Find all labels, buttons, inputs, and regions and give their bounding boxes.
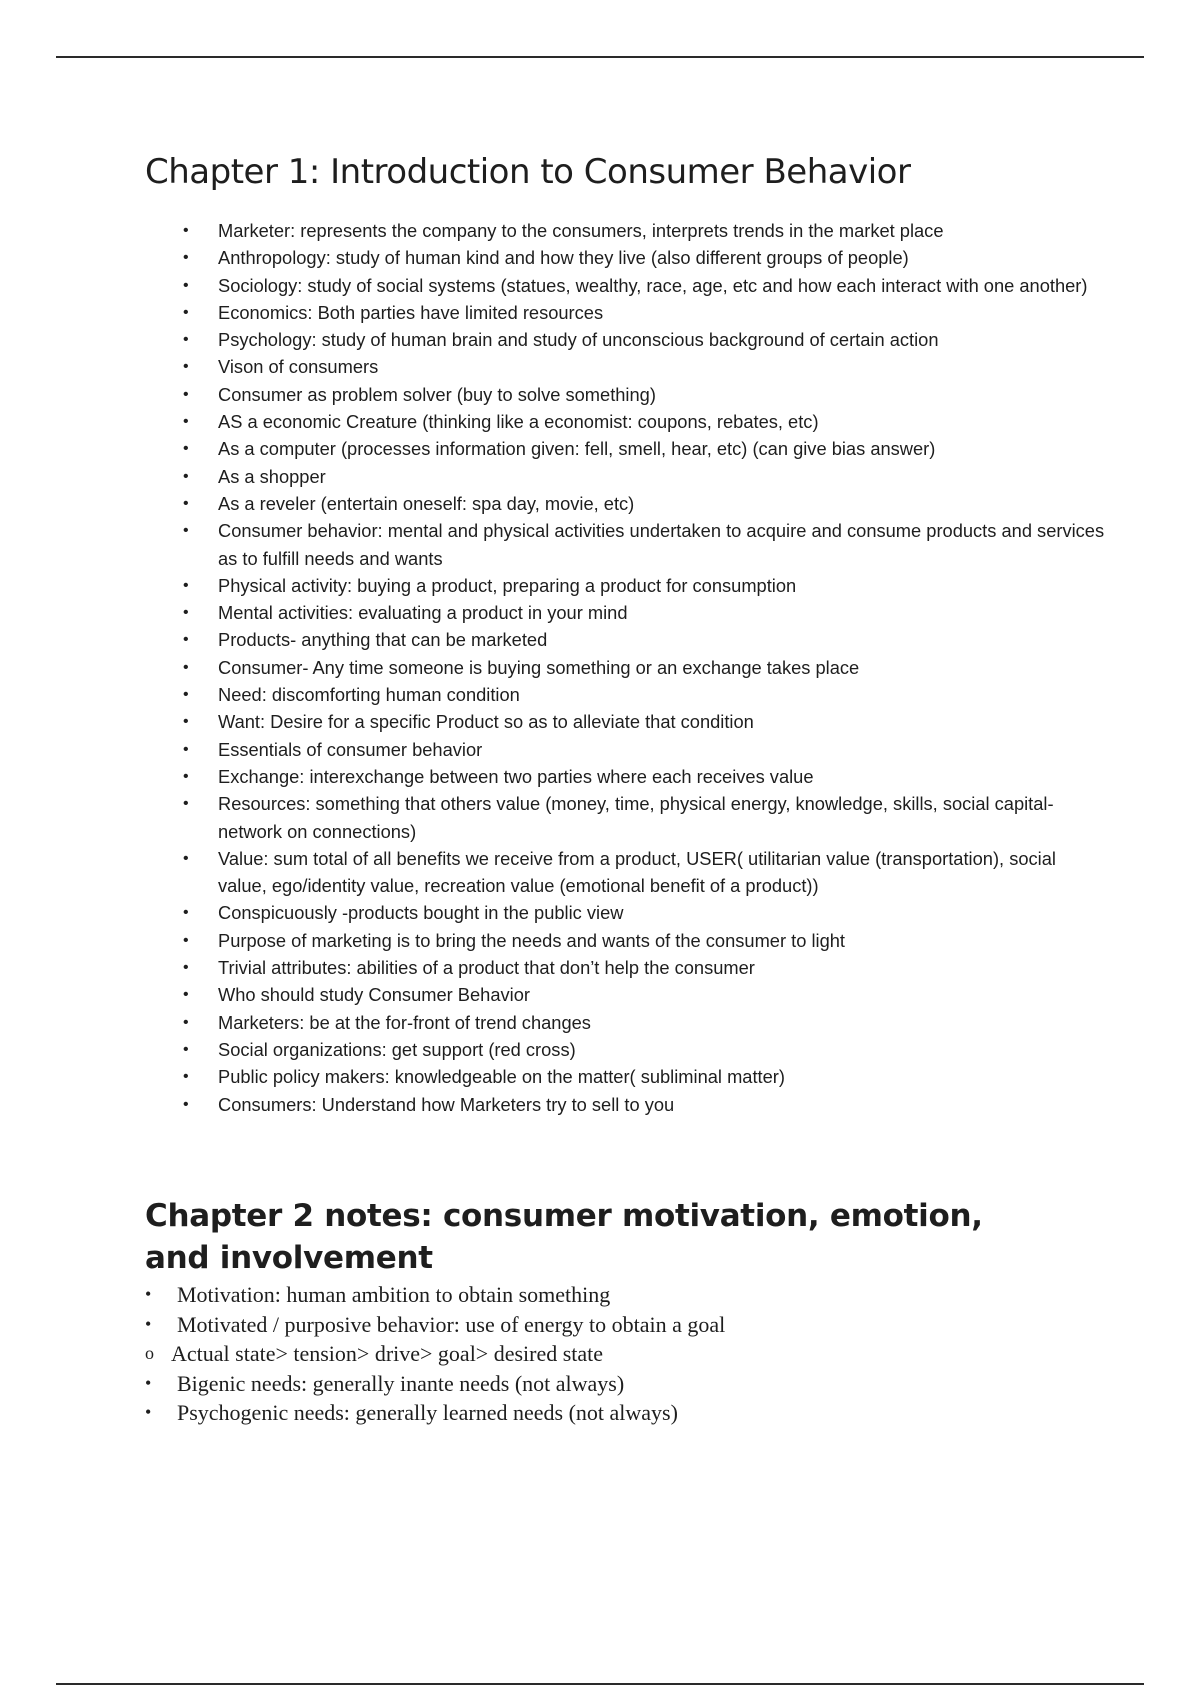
bullet-icon: •: [183, 358, 189, 376]
bullet-icon: •: [183, 658, 189, 676]
list-item-text: Value: sum total of all benefits we receive from a product, USER( utilitarian value (transportation), social value, ego/identity value, recreation value (emotional benefit of a product)): [218, 847, 1056, 897]
bullet-icon: •: [145, 1313, 152, 1334]
list-item: [145, 1009, 1105, 1036]
bullet-icon: •: [183, 631, 189, 649]
bullet-icon: •: [183, 440, 189, 458]
list-item-text: Economics: Both parties have limited resources: [218, 301, 604, 323]
list-item: [145, 381, 1105, 408]
list-item: [145, 1063, 1105, 1090]
bullet-icon: •: [183, 767, 189, 785]
bullet-icon: •: [145, 1372, 152, 1393]
list-item: [145, 654, 1105, 681]
list-item: [145, 244, 1105, 271]
bullet-icon: •: [183, 494, 189, 512]
list-item: [145, 326, 1105, 353]
list-item-text: Marketer: represents the company to the consumers, interprets trends in the market place: [218, 220, 944, 241]
list-item-text: Conspicuously -products bought in the public view: [218, 902, 624, 924]
header-rule: [56, 56, 1144, 58]
bullet-icon: •: [183, 986, 189, 1004]
list-item-text: As a shopper: [218, 465, 326, 487]
bullet-icon: •: [183, 276, 189, 294]
list-item: [145, 435, 1105, 462]
bullet-icon: •: [183, 1040, 189, 1058]
bullet-icon: •: [183, 413, 189, 431]
list-item: [145, 899, 1105, 926]
list-item-text: Motivation: human ambition to obtain something: [177, 1282, 611, 1307]
bullet-icon: •: [183, 522, 189, 540]
list-item-text: Mental activities: evaluating a product in your mind: [218, 602, 628, 624]
list-item-text: Purpose of marketing is to bring the needs and wants of the consumer to light: [218, 929, 845, 951]
chapter-2-bullet-list: [145, 1280, 1045, 1428]
bullet-icon: •: [145, 1402, 152, 1422]
list-item: [145, 1280, 1045, 1310]
list-item-text: Consumer as problem solver (buy to solve something): [218, 383, 656, 405]
list-item-text: Resources: something that others value (money, time, physical energy, knowledge, skills, social capital- network on connections): [218, 793, 1054, 842]
sub-list-item: [145, 1339, 1045, 1369]
list-item: [145, 217, 1105, 244]
list-item: [145, 353, 1105, 380]
list-item-text: Essentials of consumer behavior: [218, 738, 483, 760]
list-item-text: Exchange: interexchange between two parties where each receives value: [218, 765, 814, 787]
list-item-text: As a reveler (entertain oneself: spa day, movie, etc): [218, 492, 635, 514]
list-item-text: Need: discomforting human condition: [218, 684, 520, 706]
list-item-text: Sociology: study of social systems (statues, wealthy, race, age, etc and how each interact with one another): [218, 274, 1088, 296]
list-item-text: AS a economic Creature (thinking like a economist: coupons, rebates, etc): [218, 411, 819, 433]
bullet-icon: •: [183, 849, 189, 867]
bullet-icon: •: [183, 249, 189, 267]
bullet-icon: •: [183, 331, 189, 349]
bullet-icon: •: [183, 1068, 189, 1086]
bullet-icon: •: [183, 604, 189, 622]
list-item: [145, 1091, 1105, 1118]
list-item: [145, 981, 1105, 1008]
list-item-text: Who should study Consumer Behavior: [218, 984, 530, 1006]
list-item: [145, 763, 1105, 790]
bullet-icon: •: [183, 713, 189, 731]
list-item-text: Motivated / purposive behavior: use of energy to obtain a goal: [177, 1311, 726, 1337]
list-item-text: Consumer- Any time someone is buying something or an exchange takes place: [218, 656, 860, 678]
list-item: [145, 272, 1105, 299]
list-item-text: Physical activity: buying a product, preparing a product for consumption: [218, 574, 797, 596]
bullet-icon: •: [183, 1013, 189, 1031]
list-item: [145, 1398, 1045, 1428]
list-item-text: Actual state> tension> drive> goal> desired state: [171, 1341, 604, 1366]
list-item: [145, 299, 1105, 326]
list-item: [145, 408, 1105, 435]
list-item: [145, 599, 1105, 626]
list-item-text: Consumers: Understand how Marketers try to sell to you: [218, 1093, 675, 1115]
list-item-text: Products- anything that can be marketed: [218, 629, 548, 651]
hollow-bullet-icon: o: [145, 1343, 154, 1363]
list-item: [145, 1369, 1045, 1399]
list-item-text: Marketers: be at the for-front of trend changes: [218, 1011, 591, 1033]
bullet-icon: •: [145, 1284, 152, 1304]
list-item: [145, 490, 1105, 517]
list-item-text: Anthropology: study of human kind and how they live (also different groups of people): [218, 247, 909, 269]
bullet-icon: •: [183, 385, 189, 403]
list-item: [145, 1036, 1105, 1063]
list-item: [145, 1310, 1045, 1340]
bullet-icon: •: [183, 795, 189, 813]
bullet-icon: •: [183, 740, 189, 758]
list-item-text: As a computer (processes information given: fell, smell, hear, etc) (can give bias answer): [218, 438, 936, 460]
list-item-text: Psychogenic needs: generally learned needs (not always): [177, 1400, 678, 1425]
list-item-text: Bigenic needs: generally inante needs (not always): [177, 1370, 625, 1396]
chapter-1-title: Chapter 1: Introduction to Consumer Behavior: [145, 152, 911, 192]
bullet-icon: •: [183, 467, 189, 485]
chapter-1-bullet-list: [145, 217, 1105, 1118]
bullet-icon: •: [183, 904, 189, 922]
list-item: [145, 572, 1105, 599]
list-item: [145, 927, 1105, 954]
bullet-icon: •: [183, 686, 189, 704]
list-item: [145, 790, 1105, 845]
list-item: [145, 463, 1105, 490]
bullet-icon: •: [183, 931, 189, 949]
list-item: [145, 517, 1105, 572]
bullet-icon: •: [183, 222, 189, 239]
list-item: [145, 626, 1105, 653]
list-item-text: Social organizations: get support (red cross): [218, 1038, 576, 1060]
list-item-text: Trivial attributes: abilities of a product that don’t help the consumer: [218, 957, 755, 979]
list-item-text: Vison of consumers: [218, 356, 379, 378]
list-item: [145, 736, 1105, 763]
list-item: [145, 954, 1105, 981]
chapter-2-title: Chapter 2 notes: consumer motivation, emotion, and involvement: [145, 1198, 983, 1276]
list-item-text: Consumer behavior: mental and physical activities undertaken to acquire and consume products and services as to fulfill needs and wants: [218, 520, 1105, 569]
list-item: [145, 708, 1105, 735]
bullet-icon: •: [183, 576, 189, 594]
list-item-text: Psychology: study of human brain and study of unconscious background of certain action: [218, 329, 939, 351]
bullet-icon: •: [183, 303, 189, 321]
list-item: [145, 845, 1105, 900]
footer-rule: [56, 1683, 1144, 1685]
bullet-icon: •: [183, 1095, 189, 1113]
list-item: [145, 681, 1105, 708]
bullet-icon: •: [183, 959, 189, 977]
list-item-text: Want: Desire for a specific Product so as to alleviate that condition: [218, 711, 754, 733]
list-item-text: Public policy makers: knowledgeable on the matter( subliminal matter): [218, 1066, 785, 1088]
